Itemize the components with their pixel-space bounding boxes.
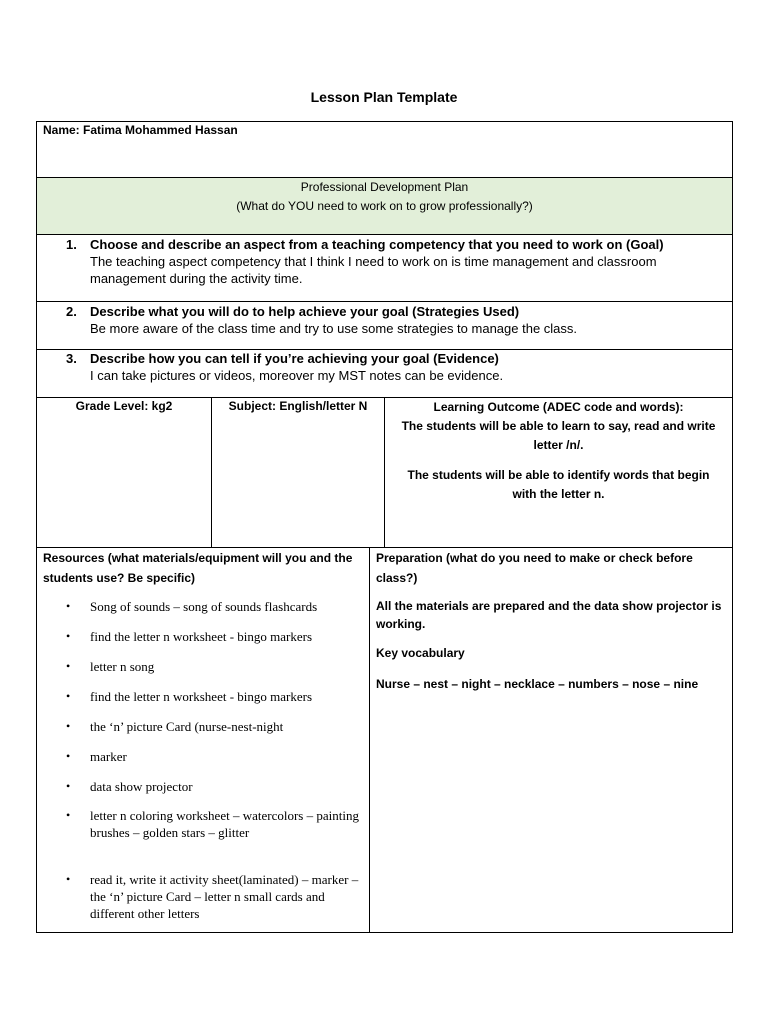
pd-plan-heading: Professional Development Plan [300,180,469,194]
list-item: • read it, write it activity sheet(laminated) – marker – the ‘n’ picture Card – letter n small cards and different other letters [66,872,359,921]
learning-outcome-cell [384,397,733,548]
list-item: • the ‘n’ picture Card (nurse-nest-night [66,719,284,734]
pd-plan-subheading: (What do YOU need to work on to grow professionally?) [236,199,533,213]
strategies-section [36,301,733,350]
list-item: • find the letter n worksheet - bingo markers [66,629,313,644]
resources-heading: Resources (what materials/equipment will you and the students use? Be specific) [43,551,353,585]
evidence-answer: I can take pictures or videos, moreover my MST notes can be evidence. [90,368,504,383]
pd-plan-header [36,177,733,235]
bullet-icon: • [66,872,71,886]
bullet-icon: • [66,719,71,733]
learning-outcome-line-2: The students will be able to identify words that begin with the letter n. [407,468,710,501]
strategies-answer: Be more aware of the class time and try to use some strategies to manage the class. [90,321,578,336]
preparation-status: All the materials are prepared and the data show projector is working. [376,599,722,631]
preparation-cell [369,547,733,933]
list-item: • marker [66,749,127,764]
subject-cell: Subject: English/letter N [211,397,385,548]
goal-number: 1. [66,237,77,252]
resources-cell [36,547,370,933]
bullet-icon: • [66,689,71,703]
key-vocabulary-heading: Key vocabulary [376,646,465,660]
goal-section [36,234,733,302]
strategies-question: Describe what you will do to help achieve your goal (Strategies Used) [90,304,520,319]
bullet-icon: • [66,659,71,673]
evidence-section [36,349,733,398]
name-row: Name: Fatima Mohammed Hassan [36,121,733,178]
strategies-number: 2. [66,304,77,319]
list-item: • data show projector [66,779,193,794]
learning-outcome-line-1: The students will be able to learn to say, read and write letter /n/. [401,419,716,452]
list-item: • Song of sounds – song of sounds flashcards [66,599,318,614]
goal-question: Choose and describe an aspect from a teaching competency that you need to work on (Goal) [90,237,664,252]
bullet-icon: • [66,808,71,822]
bullet-icon: • [66,599,71,613]
list-item: • letter n song [66,659,155,674]
grade-level-cell: Grade Level: kg2 [36,397,212,548]
bullet-icon: • [66,629,71,643]
list-item: • letter n coloring worksheet – watercolors – painting brushes – golden stars – glitter [66,808,359,840]
bullet-icon: • [66,749,71,763]
evidence-number: 3. [66,351,77,366]
goal-answer: The teaching aspect competency that I think I need to work on is time management and classroom management during the activity time. [90,254,657,286]
bullet-icon: • [66,779,71,793]
evidence-question: Describe how you can tell if you’re achieving your goal (Evidence) [90,351,499,366]
learning-outcome-heading: Learning Outcome (ADEC code and words): [433,400,684,414]
page-title: Lesson Plan Template [310,89,458,105]
key-vocabulary-list: Nurse – nest – night – necklace – numbers – nose – nine [376,677,699,691]
preparation-heading: Preparation (what do you need to make or check before class?) [376,551,693,585]
list-item: • find the letter n worksheet - bingo markers [66,689,313,704]
